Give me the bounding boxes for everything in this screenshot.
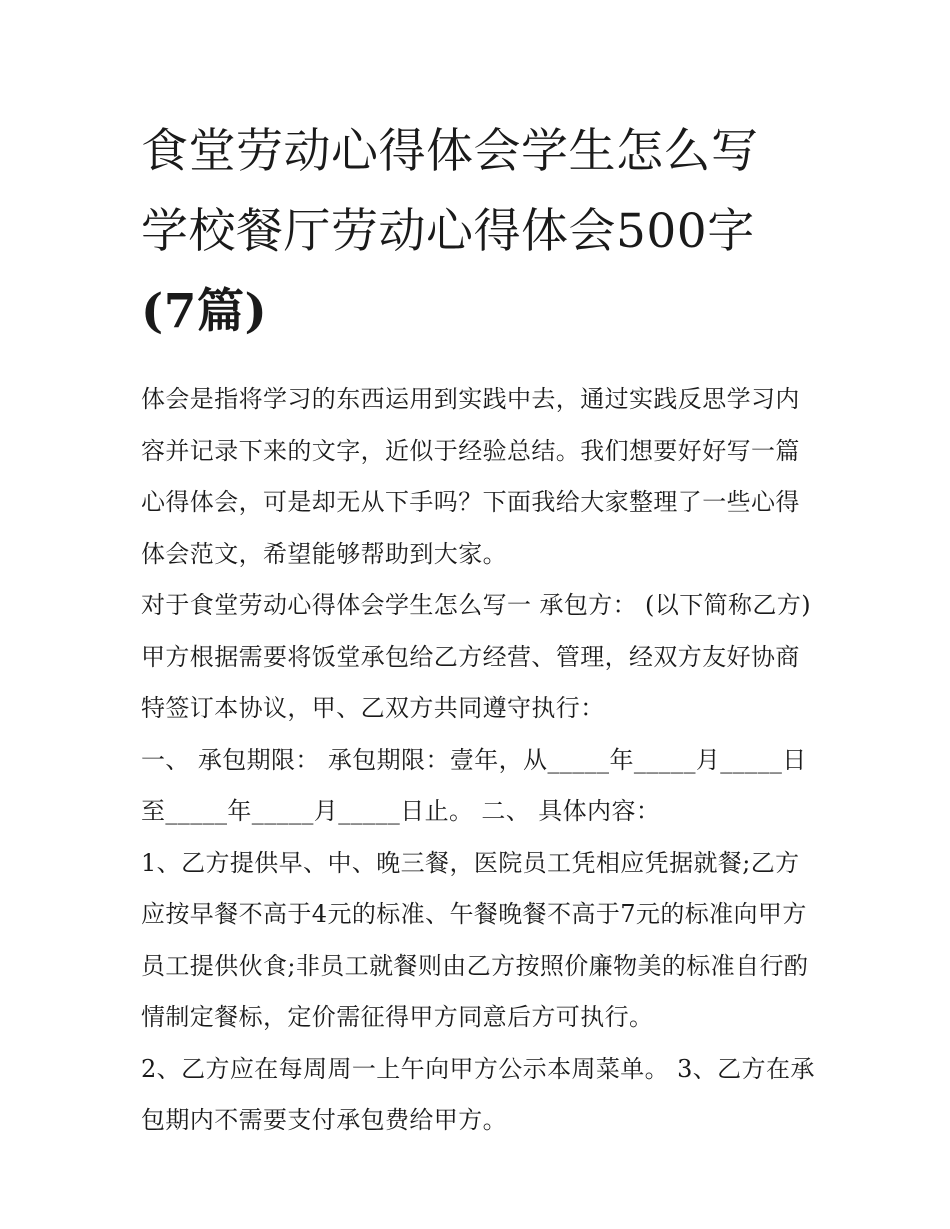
paragraph-intro: 体会是指将学习的东西运用到实践中去，通过实践反思学习内容并记录下来的文字，近似于经验总结。我们想要好好写一篇心得体会，可是却无从下手吗？下面我给大家整理了一些心得体会范文，希望能够帮助到大家。 xyxy=(141,385,800,568)
paragraph-item-1: 1、乙方提供早、中、晚三餐，医院员工凭相应凭据就餐;乙方应按早餐不高于4元的标准、午餐晚餐不高于7元的标准向甲方员工提供伙食;非员工就餐则由乙方按照价廉物美的标准自行酌情制定餐标，定价需征得甲方同意后方可执行。 xyxy=(141,848,809,1031)
document-body xyxy=(141,374,821,1147)
title-line-2: 学校餐厅劳动心得体会500字 xyxy=(141,204,755,259)
paragraph-contract-intro: 对于食堂劳动心得体会学生怎么写一 承包方： (以下简称乙方) 甲方根据需要将饭堂承包给乙方经营、管理，经双方友好协商特签订本协议，甲、乙双方共同遵守执行： xyxy=(141,591,811,722)
title-line-3: (7篇) xyxy=(141,284,268,339)
title-line-1: 食堂劳动心得体会学生怎么写 xyxy=(141,124,759,179)
paragraph-item-2-3: 2、乙方应在每周周一上午向甲方公示本周菜单。 3、乙方在承包期内不需要支付承包费给甲方。 xyxy=(141,1054,815,1134)
paragraph-term: 一、 承包期限： 承包期限：壹年，从_____年_____月_____日至_____年_____月_____日止。 二、 具体内容： xyxy=(141,745,807,825)
document-page xyxy=(141,112,821,1147)
document-title xyxy=(141,112,821,352)
